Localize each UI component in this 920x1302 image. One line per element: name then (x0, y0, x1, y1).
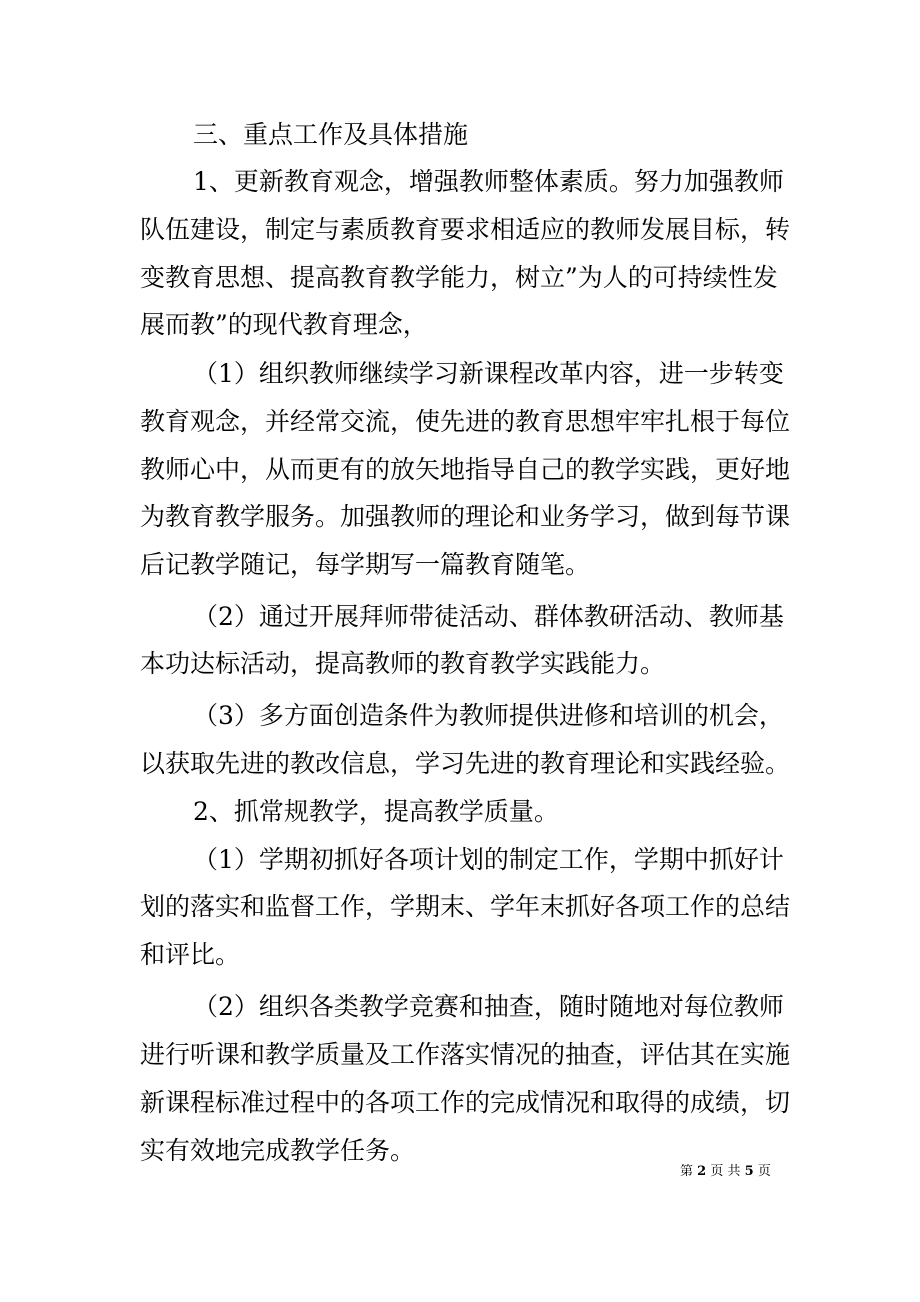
paragraph-line: （1）组织教师继续学习新课程改革内容，进一步转变 (193, 359, 784, 388)
paragraph-line: 划的落实和监督工作，学期末、学年末抓好各项工作的总结 (140, 892, 791, 921)
paragraph-line: 后记教学随记，每学期写一篇教育随笔。 (140, 550, 591, 579)
footer-suffix: 页 (757, 1164, 771, 1179)
paragraph-line: （1）学期初抓好各项计划的制定工作，学期中抓好计 (193, 845, 784, 874)
paragraph-line: 展而教”的现代教育理念， (140, 310, 428, 339)
page-number-footer (680, 1163, 771, 1181)
paragraph-line: 1、更新教育观念，增强教师整体素质。努力加强教师 (193, 167, 784, 196)
paragraph-line: （2）通过开展拜师带徒活动、群体教研活动、教师基 (193, 602, 784, 631)
total-pages-number: 5 (744, 1164, 754, 1179)
paragraph-line: 教育观念，并经常交流，使先进的教育思想牢牢扎根于每位 (140, 407, 791, 436)
paragraph-line: 教师心中，从而更有的放矢地指导自己的教学实践，更好地 (140, 455, 791, 484)
paragraph-line: 为教育教学服务。加强教师的理论和业务学习，做到每节课 (140, 502, 791, 531)
section-heading: 三、重点工作及具体措施 (193, 120, 469, 149)
paragraph-line: 变教育思想、提高教育教学能力，树立”为人的可持续性发 (140, 263, 778, 292)
paragraph-line: 进行听课和教学质量及工作落实情况的抽查，评估其在实施 (140, 1040, 791, 1069)
paragraph-line: 队伍建设，制定与素质教育要求相适应的教师发展目标，转 (140, 215, 791, 244)
paragraph-line: （3）多方面创造条件为教师提供进修和培训的机会， (193, 701, 784, 730)
paragraph-line: （2）组织各类教学竞赛和抽查，随时随地对每位教师 (193, 992, 784, 1021)
paragraph-line: 和评比。 (140, 940, 241, 969)
paragraph-line: 以获取先进的教改信息，学习先进的教育理论和实践经验。 (140, 749, 791, 778)
footer-middle: 页 共 (710, 1164, 741, 1179)
paragraph-line: 新课程标准过程中的各项工作的完成情况和取得的成绩，切 (140, 1088, 791, 1117)
footer-prefix: 第 (680, 1164, 694, 1179)
current-page-number: 2 (697, 1164, 707, 1179)
paragraph-line: 实有效地完成教学任务。 (140, 1136, 416, 1165)
paragraph-line: 本功达标活动，提高教师的教育教学实践能力。 (140, 649, 666, 678)
paragraph-line: 2、抓常规教学，提高教学质量。 (193, 797, 559, 826)
